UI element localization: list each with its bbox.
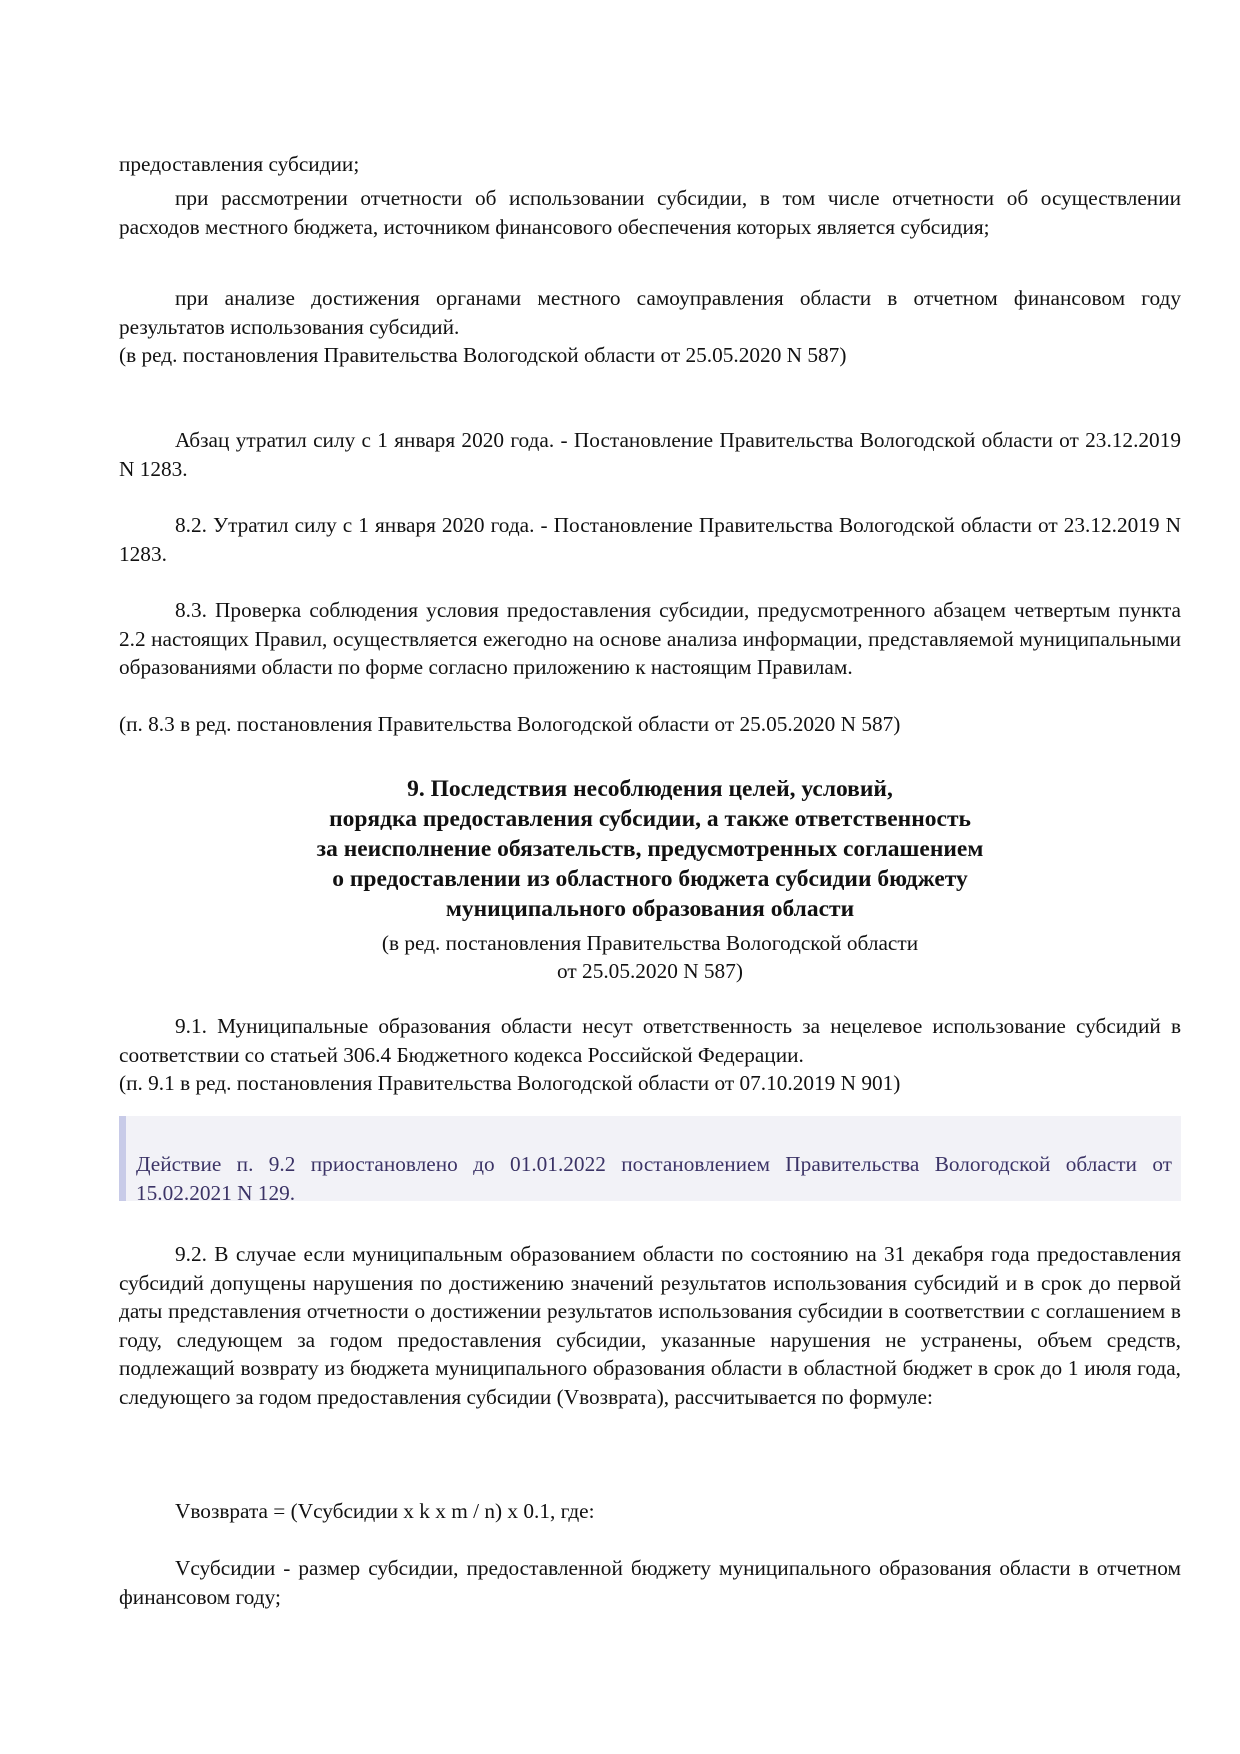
paragraph-8-3: 8.3. Проверка соблюдения условия предоставления субсидии, предусмотренного абзацем четвертым пункта 2.2 настоящих Правил, осуществляется ежегодно на основе анализа информации, представляемой муниципальными образованиями области по форме согласно приложению к настоящим Правилам. xyxy=(119,598,1181,679)
paragraph-repealed: Абзац утратил силу с 1 января 2020 года. - Постановление Правительства Вологодской области от 23.12.2019 N 1283. xyxy=(119,428,1181,481)
paragraph-reporting-review: при рассмотрении отчетности об использовании субсидии, в том числе отчетности об осуществлении расходов местного бюджета, источником финансового обеспечения которых является субсидия; xyxy=(119,186,1181,239)
section-9-title: 9. Последствия несоблюдения целей, условий, порядка предоставления субсидии, а также ответственность за неисполнение обязательств, предусмотренных соглашением о предоставлении из областного бюджета субсидии бюджету муниципального образования области xyxy=(316,776,984,922)
formula: Vвозврата = (Vсубсидии x k x m / n) x 0.1, где: xyxy=(175,1499,595,1523)
suspension-note-text: Действие п. 9.2 приостановлено до 01.01.2022 постановлением Правительства Вологодской области от 15.02.2021 N 129. xyxy=(136,1152,1172,1205)
paragraph-8-2: 8.2. Утратил силу с 1 января 2020 года. - Постановление Правительства Вологодской области от 23.12.2019 N 1283. xyxy=(119,513,1181,566)
paragraph-results-analysis: при анализе достижения органами местного самоуправления области в отчетном финансовом году результатов использования субсидий. xyxy=(119,286,1181,339)
amendment-reference: (в ред. постановления Правительства Вологодской области от 25.05.2020 N 587) xyxy=(119,343,847,367)
suspension-note xyxy=(119,1116,1181,1205)
paragraph-vsubsidy-definition: Vсубсидии - размер субсидии, предоставленной бюджету муниципального образования области в отчетном финансовом году; xyxy=(119,1556,1181,1609)
paragraph-9-1: 9.1. Муниципальные образования области несут ответственность за нецелевое использование субсидий в соответствии со статьей 306.4 Бюджетного кодекса Российской Федерации. xyxy=(119,1014,1181,1067)
paragraph-9-2: 9.2. В случае если муниципальным образованием области по состоянию на 31 декабря года предоставления субсидий допущены нарушения по достижению значений результатов использования субсидий и в срок до первой даты представления отчетности о достижении результатов использования субсидии в соответствии с соглашением в году, следующем за годом предоставления субсидии, указанные нарушения не устранены, объем средств, подлежащий возврату из бюджета муниципального образования области в областной бюджет в срок до 1 июля года, следующего за годом предоставления субсидии (Vвозврата), рассчитывается по формуле: xyxy=(119,1242,1181,1409)
amendment-reference-9-1: (п. 9.1 в ред. постановления Правительства Вологодской области от 07.10.2019 N 901) xyxy=(119,1071,901,1095)
paragraph-fragment: предоставления субсидии; xyxy=(119,152,360,176)
section-9-subtitle: (в ред. постановления Правительства Вологодской области от 25.05.2020 N 587) xyxy=(381,931,919,983)
amendment-reference-8-3: (п. 8.3 в ред. постановления Правительства Вологодской области от 25.05.2020 N 587) xyxy=(119,712,901,736)
